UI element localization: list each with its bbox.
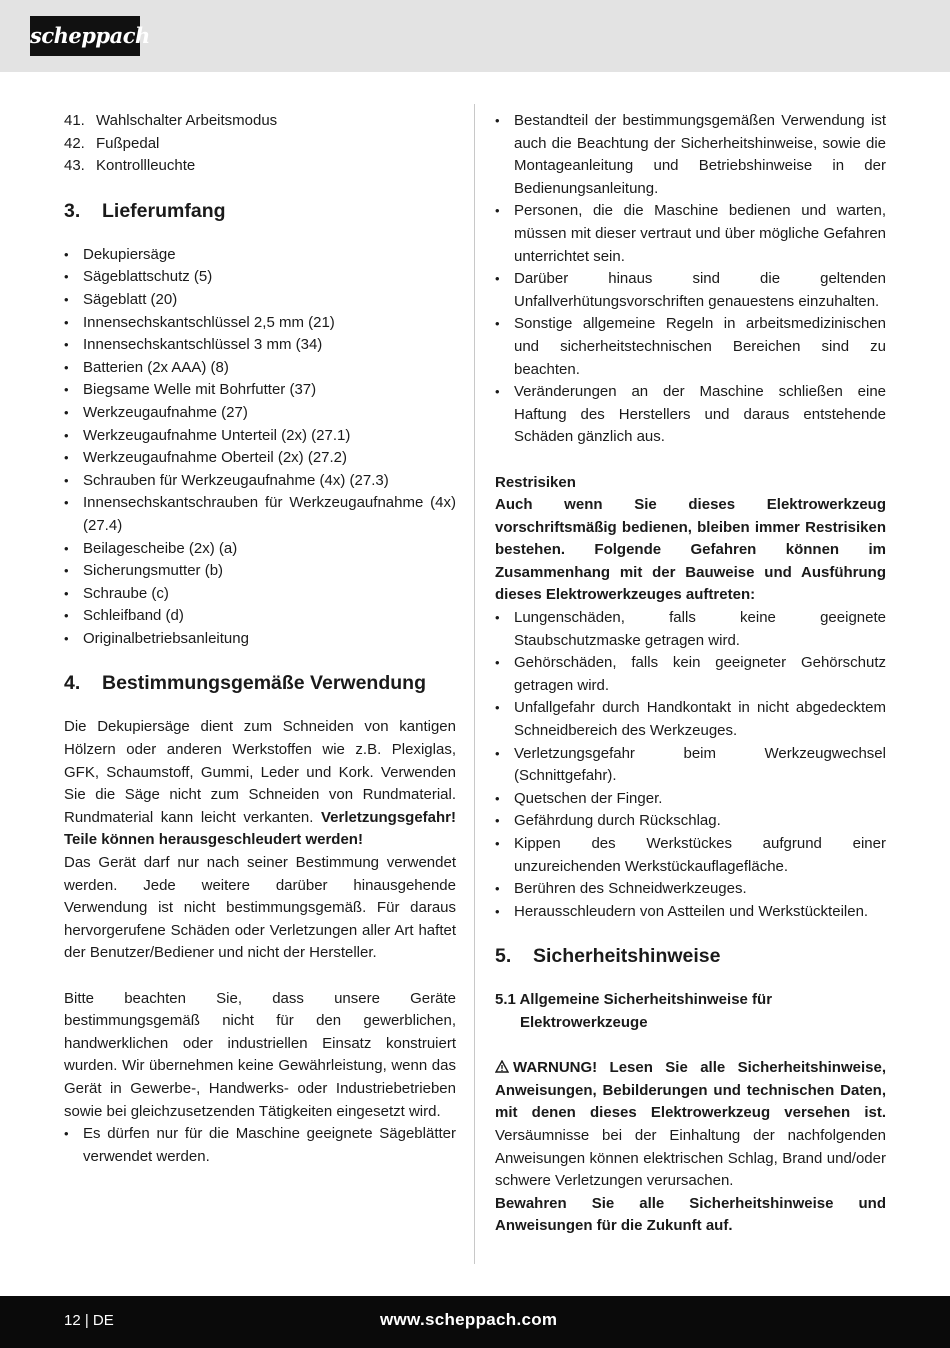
list-item: • Kippen des Werkstückes aufgrund einer unzureichenden Werkstückauflagefläche. xyxy=(495,833,886,878)
list-item: • Innensechskantschlüssel 2,5 mm (21) xyxy=(64,312,456,335)
website-link[interactable]: www.scheppach.com xyxy=(380,1310,558,1329)
subsection-5-1-heading: 5.1 Allgemeine Sicherheitshinweise für Elektrowerkzeuge xyxy=(495,991,773,1031)
list-item: • Biegsame Welle mit Bohrfutter (37) xyxy=(64,379,456,402)
list-item: • Es dürfen nur für die Maschine geeignete Sägeblätter verwendet werden. xyxy=(64,1123,456,1168)
left-column xyxy=(64,110,456,1168)
list-item: • Batterien (2x AAA) (8) xyxy=(64,357,456,380)
parts-list-item: 41. Wahlschalter Arbeitsmodus xyxy=(64,112,278,129)
list-item: • Berühren des Schneidwerkzeuges. xyxy=(495,878,886,901)
parts-list xyxy=(64,110,456,178)
warning-triangle-icon xyxy=(495,1060,509,1073)
list-item: • Gehörschäden, falls kein geeigneter Gehörschutz getragen wird. xyxy=(495,652,886,697)
scope-of-delivery-list xyxy=(64,244,456,651)
list-item: • Quetschen der Finger. xyxy=(495,788,886,811)
list-item: • Werkzeugaufnahme Unterteil (2x) (27.1) xyxy=(64,425,456,448)
intended-use-bullets xyxy=(495,110,886,449)
list-item: • Sägeblattschutz (5) xyxy=(64,266,456,289)
parts-list-item: 43. Kontrollleuchte xyxy=(64,157,196,175)
scheppach-logo: scheppach xyxy=(30,16,140,56)
list-item: • Sägeblatt (20) xyxy=(64,289,456,312)
list-item: • Lungenschäden, falls keine geeignete Staubschutzmaske getragen wird. xyxy=(495,607,886,652)
list-item: • Sonstige allgemeine Regeln in arbeitsmedizinischen und sicherheitstechnischen Bereichen sind zu beachten. xyxy=(495,313,886,381)
list-item: • Herausschleudern von Astteilen und Werkstückteilen. xyxy=(495,901,886,924)
list-item: • Verletzungsgefahr beim Werkzeugwechsel (Schnittgefahr). xyxy=(495,743,886,788)
liability-paragraph: Das Gerät darf nur nach seiner Bestimmung verwendet werden. Jede weitere darüber hinausgehende Verwendung ist nicht bestimmungsgemäß. Für daraus hervorgerufene Schäden oder Verletzungen aller Art haftet der Benutzer/Bediener und nicht der Hersteller. xyxy=(64,854,456,962)
section-3-heading: 3. Lieferumfang xyxy=(64,199,226,222)
page-footer xyxy=(0,1296,950,1348)
list-item: • Innensechskantschlüssel 3 mm (34) xyxy=(64,334,456,357)
list-item: • Gefährdung durch Rückschlag. xyxy=(495,810,886,833)
section-5-heading: 5. Sicherheitshinweise xyxy=(495,945,721,968)
right-column xyxy=(495,110,886,1238)
residual-risks-intro: Auch wenn Sie dieses Elektrowerkzeug vorschriftsmäßig bedienen, bleiben immer Restrisiken bestehen. Folgende Gefahren können im Zusammenhang mit der Bauweise und Ausführung dieses Elektrowerkzeuges auftreten: xyxy=(495,496,886,604)
list-item: • Innensechskantschrauben für Werkzeugaufnahme (4x) (27.4) xyxy=(64,492,456,537)
commercial-use-paragraph: Bitte beachten Sie, dass unsere Geräte bestimmungsgemäß nicht für den gewerblichen, handwerklichen oder industriellen Einsatz konstruiert wurden. Wir übernehmen keine Gewährleistung, wenn das Gerät in Gewerbe-, Handwerks- oder Industriebetrieben sowie bei gleichzusetzenden Tätigkeiten eingesetzt wird. xyxy=(64,989,456,1120)
list-item: • Sicherungsmutter (b) xyxy=(64,560,456,583)
warning-paragraph: WARNUNG! Lesen Sie alle Sicherheitshinweise, Anweisungen, Bebilderungen und technischen Daten, mit denen dieses Elektrowerkzeug versehen ist. Versäumnisse bei der Einhaltung der nachfolgenden Anweisungen können elektrischen Schlag, Brand und/oder schwere Verletzungen verursachen. xyxy=(495,1059,886,1190)
residual-risks-heading: Restrisiken xyxy=(495,473,576,491)
list-item: • Personen, die die Maschine bedienen und warten, müssen mit dieser vertraut und über mögliche Gefahren unterrichtet sein. xyxy=(495,200,886,268)
page-number: 12 | DE xyxy=(64,1312,114,1329)
list-item: • Darüber hinaus sind die geltenden Unfallverhütungsvorschriften genauestens einzuhalten. xyxy=(495,268,886,313)
list-item: • Originalbetriebsanleitung xyxy=(64,628,456,651)
column-divider xyxy=(474,104,475,1264)
list-item: • Werkzeugaufnahme (27) xyxy=(64,402,456,425)
saw-blade-note xyxy=(64,1123,456,1168)
list-item: • Veränderungen an der Maschine schließen eine Haftung des Herstellers und daraus entstehende Schäden gänzlich aus. xyxy=(495,381,886,449)
list-item: • Unfallgefahr durch Handkontakt in nicht abgedecktem Schneidbereich des Werkzeuges. xyxy=(495,697,886,742)
page-header xyxy=(0,0,950,72)
list-item: • Schleifband (d) xyxy=(64,605,456,628)
list-item: • Beilagescheibe (2x) (a) xyxy=(64,538,456,561)
section-4-heading: 4. Bestimmungsgemäße Verwendung xyxy=(64,672,426,695)
keep-instructions-paragraph: Bewahren Sie alle Sicherheitshinweise und Anweisungen für die Zukunft auf. xyxy=(495,1194,886,1235)
list-item: • Werkzeugaufnahme Oberteil (2x) (27.2) xyxy=(64,447,456,470)
list-item: • Dekupiersäge xyxy=(64,244,456,267)
parts-list-item: 42. Fußpedal xyxy=(64,134,160,152)
list-item: • Schrauben für Werkzeugaufnahme (4x) (27.3) xyxy=(64,470,456,493)
list-item: • Schraube (c) xyxy=(64,583,456,606)
residual-risks-list xyxy=(495,607,886,923)
intended-use-paragraph: Die Dekupiersäge dient zum Schneiden von kantigen Hölzern oder anderen Werkstoffen wie z.B. Plexiglas, GFK, Schaumstoff, Gummi, Leder und Kork. Verwenden Sie die Säge nicht zum Schneiden von Rundmaterial. Rundmaterial kann leicht verkanten. Verletzungsgefahr! Teile können herausgeschleudert werden! xyxy=(64,718,456,849)
list-item: • Bestandteil der bestimmungsgemäßen Verwendung ist auch die Beachtung der Sicherheitshinweise, sowie die Montageanleitung und Betriebshinweise in der Bedienungsanleitung. xyxy=(495,110,886,200)
